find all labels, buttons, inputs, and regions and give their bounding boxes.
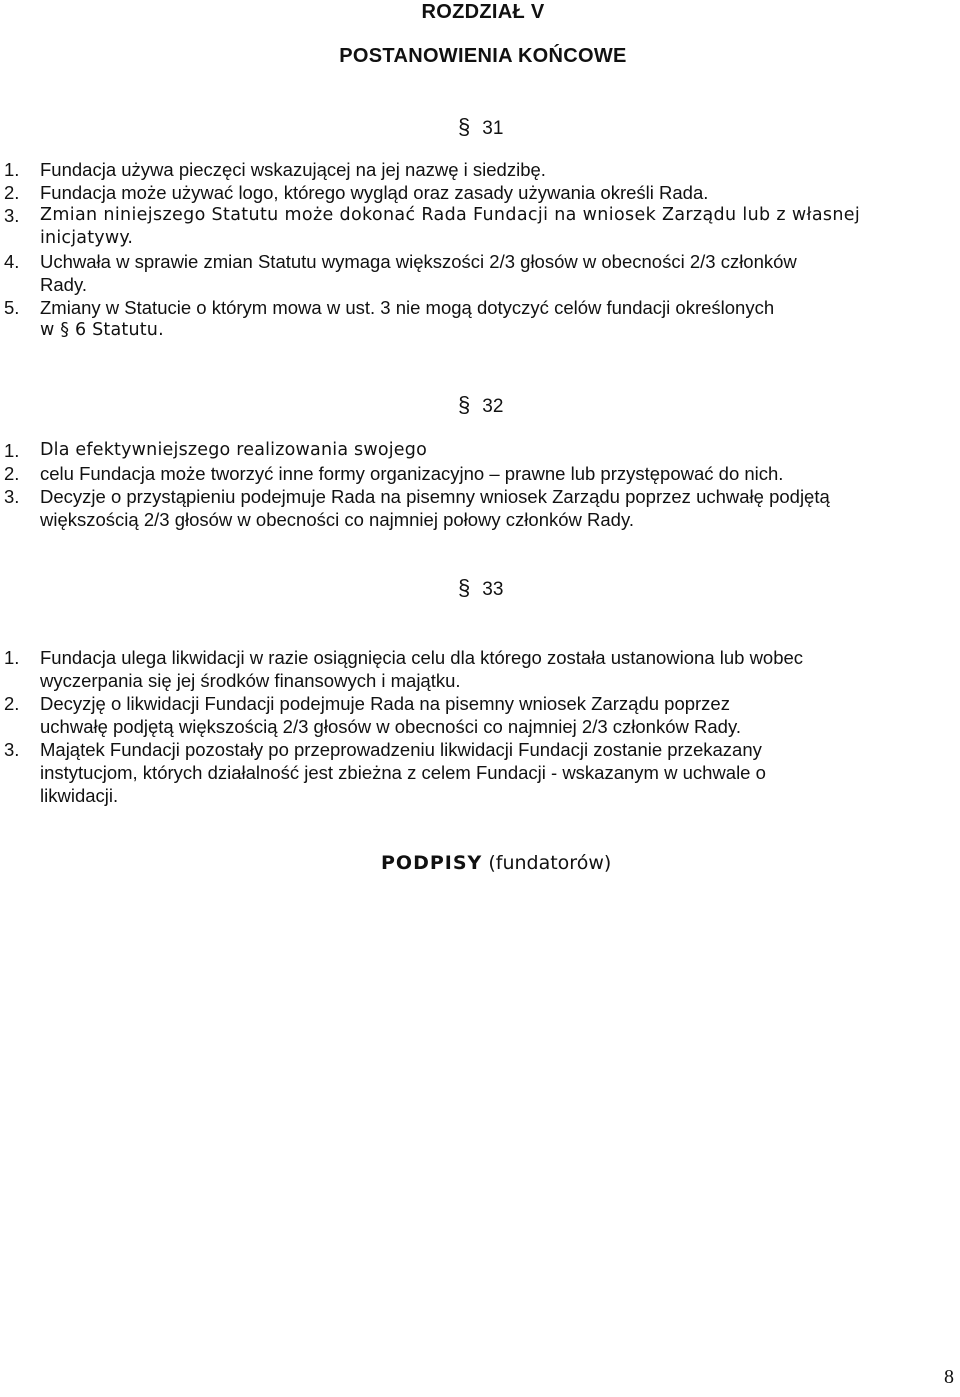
section-heading-31 [458,114,503,140]
section-31-list [2,158,860,342]
page-number: 8 [944,1366,954,1388]
section-number: 31 [482,118,504,139]
list-item: 3. Zmian niniejszego Statutu może dokonać Rada Fundacji na wniosek Zarządu lub z własnej inicjatywy. [4,205,861,248]
list-item: 4. Uchwała w sprawie zmian Statutu wymaga większości 2/3 głosów w obecności 2/3 członków Rady. [4,251,797,295]
signatures-label: PODPISY [381,852,483,874]
list-item: 3. Decyzje o przystąpieniu podejmuje Rada na pisemny wniosek Zarządu poprzez uchwałę podjętą większością 2/3 głosów w obecności co najmniej połowy członków Rady. [4,486,830,530]
list-item: 3. Majątek Fundacji pozostały po przeprowadzeniu likwidacji Fundacji zostanie przekazany instytucjom, których działalność jest zbieżna z celem Fundacji - wskazanym w uchwale o likwidacji. [4,739,766,806]
chapter-subtitle: POSTANOWIENIA KOŃCOWE [339,45,627,67]
section-32-list [2,439,830,531]
signatures-note: (fundatorów) [488,852,612,874]
list-item: 2. Fundacja może używać logo, którego wygląd oraz zasady używania określi Rada. [4,182,709,203]
section-number: 32 [482,396,504,417]
list-item: 2. Decyzję o likwidacji Fundacji podejmuje Rada na pisemny wniosek Zarządu poprzez uchwałę podjętą większością 2/3 głosów w obecności co najmniej 2/3 członków Rady. [4,693,741,737]
section-heading-33 [458,575,503,601]
section-heading-32 [458,392,503,418]
list-item: 1. Dla efektywniejszego realizowania swojego [4,440,427,461]
list-item: 5. Zmiany w Statucie o którym mowa w ust. 3 nie mogą dotyczyć celów fundacji określonych w § 6 Statutu. [4,297,775,340]
section-symbol: § [458,575,471,600]
section-number: 33 [482,579,504,600]
section-symbol: § [458,392,471,417]
section-symbol: § [458,114,471,139]
section-33-list [2,646,803,807]
signatures-line [381,852,611,874]
chapter-title: ROZDZIAŁ V [421,1,545,23]
list-item: 1. Fundacja ulega likwidacji w razie osiągnięcia celu dla którego została ustanowiona lub wobec wyczerpania się jej środków finansowych i majątku. [4,647,804,691]
list-item: 2. celu Fundacja może tworzyć inne formy organizacyjno – prawne lub przystępować do nich. [4,463,784,484]
list-item: 1. Fundacja używa pieczęci wskazującej na jej nazwę i siedzibę. [4,159,546,180]
